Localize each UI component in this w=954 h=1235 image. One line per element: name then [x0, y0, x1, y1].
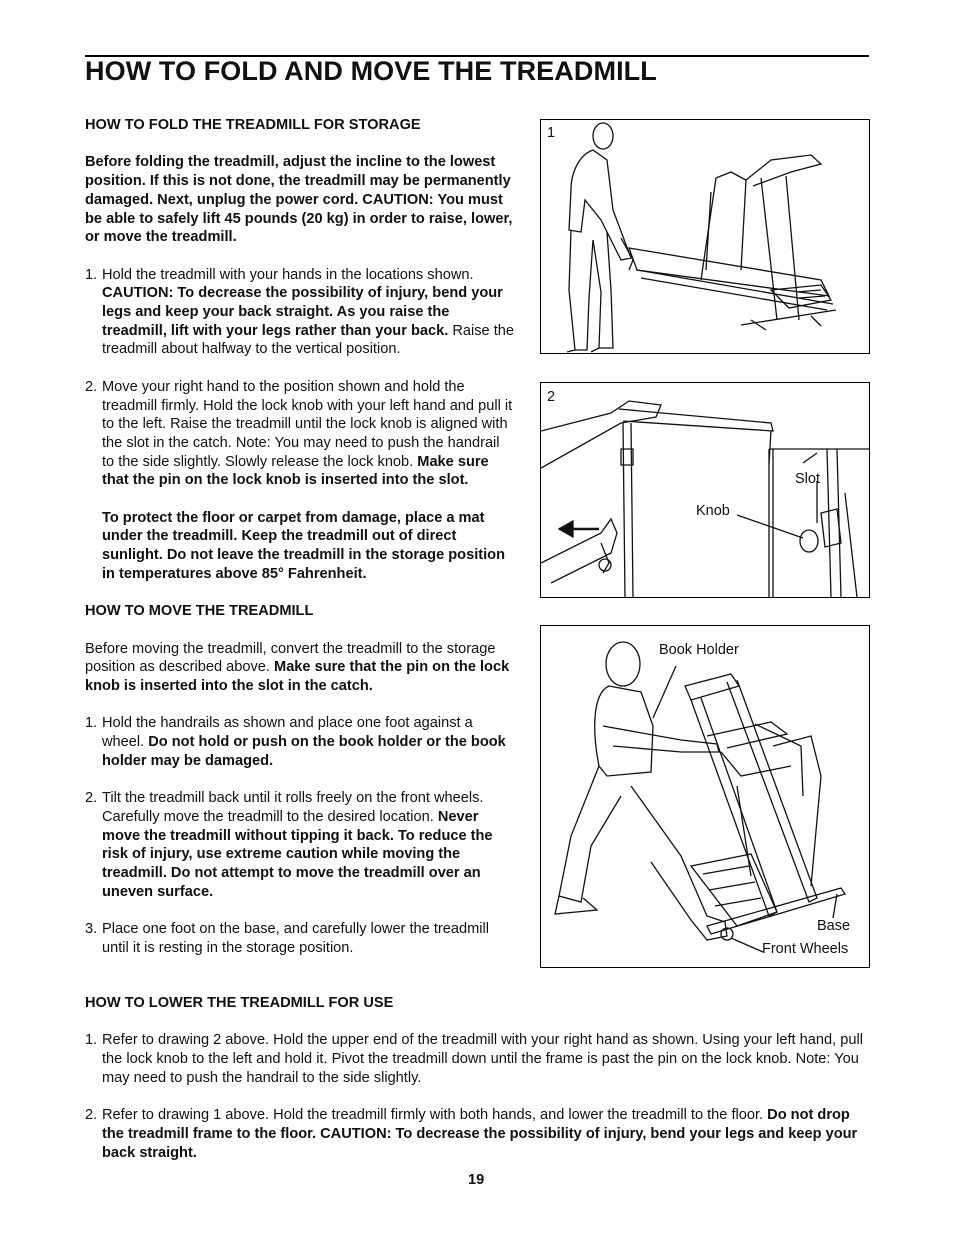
slot-label: Slot [795, 471, 820, 487]
left-column [85, 116, 515, 976]
lower-step-1 [85, 1031, 869, 1087]
step-text: Move your right hand to the position shown and hold the treadmill firmly. Hold the lock knob with your left hand and pull it to the left. Raise the treadmill until the lock knob is aligned with the slot in the catch. Note: You may need to push the handrail to the side slightly. Slowly release the lock knob. [102, 378, 513, 470]
step-caution: Do not drop the treadmill frame to the floor. CAUTION: To decrease the possibility of injury, bend your legs and keep your back straight. [102, 1107, 858, 1161]
step-text: Tilt the treadmill back until it rolls freely on the front wheels. Carefully move the treadmill to the desired location. [102, 790, 484, 825]
lower-section [85, 994, 869, 1181]
step-text: Refer to drawing 2 above. Hold the upper end of the treadmill with your right hand as shown. Using your left hand, pull the lock knob to the left and hold it. Pivot the treadmill down until the frame is past the pin on the lock knob. Note: You may need to push the handrail to the side slightly. [102, 1032, 863, 1086]
move-treadmill-illustration [541, 626, 869, 967]
page-title: HOW TO FOLD AND MOVE THE TREADMILL [85, 56, 657, 86]
page-number: 19 [468, 1172, 485, 1188]
lower-heading: HOW TO LOWER THE TREADMILL FOR USE [85, 995, 394, 1011]
step-number: 3. [85, 921, 98, 938]
step-number: 2. [85, 378, 98, 395]
move-step-2 [85, 789, 515, 901]
intro-text: Before moving the treadmill, convert the treadmill to the storage position as described above. [85, 640, 496, 676]
figure-number: 2 [547, 389, 556, 405]
lower-step-2 [85, 1106, 869, 1162]
step-caution: Do not hold or push on the book holder or the book holder may be damaged. [102, 734, 506, 769]
fold-warning: Before folding the treadmill, adjust the incline to the lowest position. If this is not done, the treadmill may be permanently damaged. Next, unplug the power cord. CAUTION: You must be able to safely lift 45 pounds (20 kg) in order to raise, lower, or move the treadmill. [85, 154, 513, 246]
step-text: Place one foot on the base, and carefully lower the treadmill until it is resting in the storage position. [102, 921, 489, 956]
lock-knob-illustration [541, 383, 869, 597]
figure-1 [540, 119, 870, 354]
move-step-3 [85, 920, 515, 957]
step-caution: CAUTION: To decrease the possibility of injury, bend your legs and keep your back straight. As you raise the treadmill, lift with your legs rather than your back. [102, 285, 503, 339]
step-text: Hold the handrails as shown and place one foot against a wheel. [102, 715, 473, 751]
figure-2 [540, 382, 870, 598]
step-number: 2. [85, 790, 98, 807]
step-caution: Make sure that the pin on the lock knob is inserted into the slot. [102, 453, 489, 489]
book-holder-label: Book Holder [659, 642, 739, 658]
protect-note: To protect the floor or carpet from damage, place a mat under the treadmill. Keep the treadmill out of direct sunlight. Do not leave the treadmill in the storage position in temperatures above 85° Fahrenheit. [102, 509, 505, 582]
fold-heading: HOW TO FOLD THE TREADMILL FOR STORAGE [85, 117, 421, 133]
figure-number: 1 [547, 125, 556, 141]
front-wheels-label: Front Wheels [762, 941, 849, 957]
move-step-1 [85, 714, 515, 770]
knob-label: Knob [696, 503, 730, 519]
move-heading: HOW TO MOVE THE TREADMILL [85, 603, 314, 620]
step-text: Raise the treadmill about halfway to the vertical position. [102, 322, 514, 358]
intro-caution: Make sure that the pin on the lock knob is inserted into the slot in the catch. [85, 659, 510, 694]
base-label: Base [817, 918, 851, 934]
step-text: Refer to drawing 1 above. Hold the treadmill firmly with both hands, and lower the treadmill to the floor. [102, 1107, 768, 1124]
figure-3 [540, 625, 870, 968]
step-number: 1. [85, 266, 98, 283]
step-text: Hold the treadmill with your hands in the locations shown. [102, 266, 474, 283]
step-caution: Never move the treadmill without tipping it back. To reduce the risk of injury, use extreme caution while moving the treadmill. Do not attempt to move the treadmill over an uneven surface. [102, 808, 493, 900]
step-number: 1. [85, 715, 98, 732]
step-number: 2. [85, 1107, 98, 1124]
fold-step-2 [85, 378, 515, 490]
step-number: 1. [85, 1032, 98, 1049]
move-intro [85, 640, 515, 696]
fold-step-1 [85, 266, 515, 360]
fold-lift-illustration [541, 120, 869, 353]
